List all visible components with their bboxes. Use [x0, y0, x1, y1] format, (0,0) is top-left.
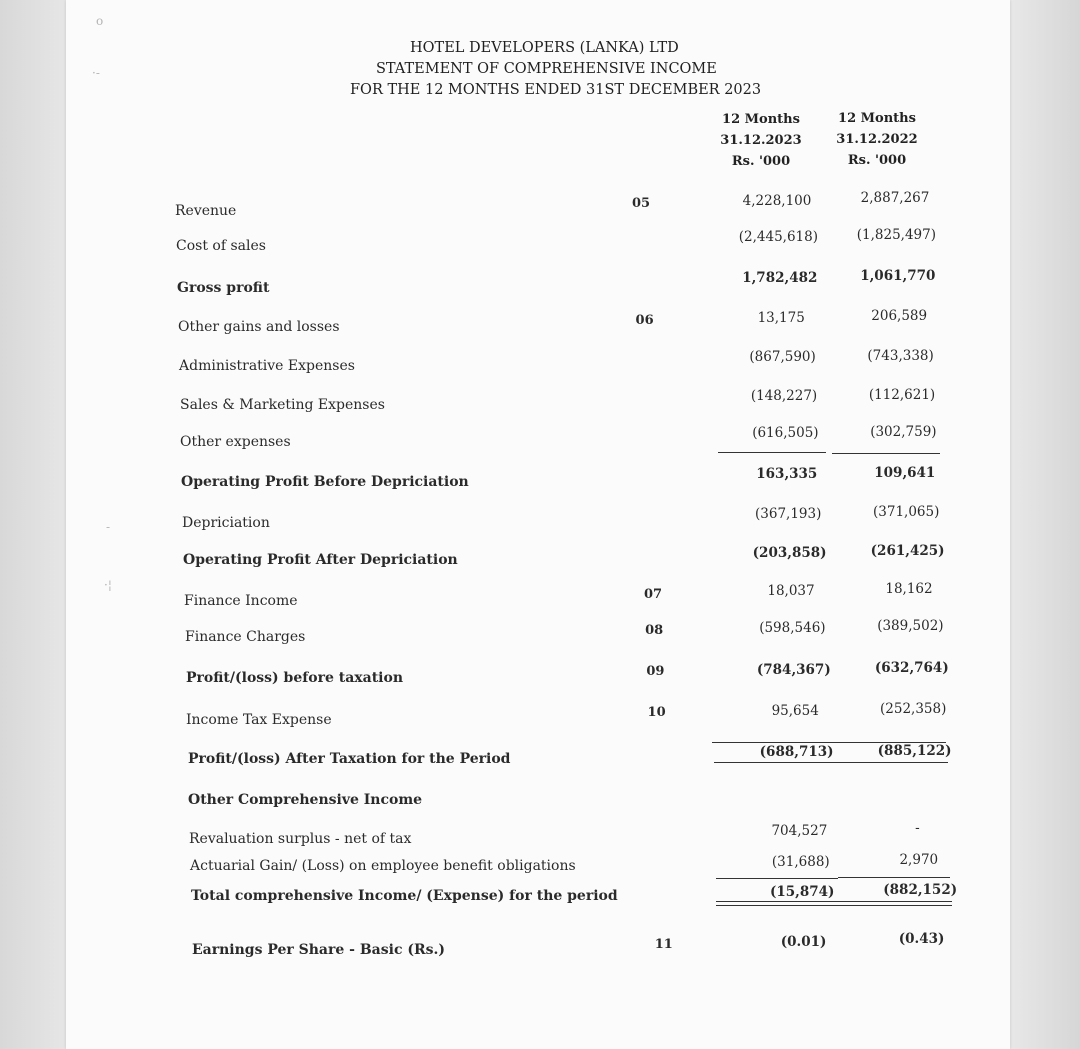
column-header-2023-line1: 12 Months	[722, 112, 800, 127]
note-number: 10	[647, 705, 666, 720]
value-2022: (112,621)	[868, 387, 936, 403]
row-label: Earnings Per Share - Basic (Rs.)	[192, 942, 445, 958]
value-2023: (598,546)	[759, 620, 826, 636]
value-2022: (1,825,497)	[856, 227, 937, 243]
value-2022: (743,338)	[867, 348, 934, 364]
profit-bottom-rule-2023	[714, 762, 834, 763]
value-2022: (252,358)	[880, 701, 947, 717]
scan-speck: o	[96, 14, 104, 28]
profit-top-rule-2022	[832, 742, 946, 743]
note-number: 11	[654, 937, 673, 952]
value-2022: (632,764)	[874, 660, 949, 676]
value-2022: (302,759)	[870, 424, 937, 440]
row-label: Finance Income	[184, 593, 298, 609]
column-header-2023-line3: Rs. '000	[731, 154, 791, 169]
value-2023: (148,227)	[750, 388, 818, 404]
value-2022: (389,502)	[877, 618, 944, 634]
value-2022: (261,425)	[870, 543, 945, 559]
value-2023: (0.01)	[780, 934, 827, 950]
company-name: HOTEL DEVELOPERS (LANKA) LTD	[410, 40, 679, 56]
row-label: Other Comprehensive Income	[188, 792, 423, 808]
statement-period: FOR THE 12 MONTHS ENDED 31ST DECEMBER 2023	[350, 82, 762, 98]
value-2023: (616,505)	[752, 425, 819, 441]
value-2023: (15,874)	[769, 884, 835, 900]
row-label: Finance Charges	[185, 629, 306, 645]
statement-title: STATEMENT OF COMPREHENSIVE INCOME	[376, 61, 717, 77]
row-label: Depriciation	[182, 515, 270, 531]
row-label: Other gains and losses	[178, 319, 340, 335]
value-2022: 2,970	[899, 852, 939, 868]
note-number: 05	[631, 196, 651, 211]
value-2023: (867,590)	[749, 349, 816, 365]
value-2022: 18,162	[885, 581, 933, 597]
value-2022: -	[915, 820, 920, 836]
column-header-2022-line1: 12 Months	[838, 111, 916, 126]
scan-speck: ·¦	[104, 578, 112, 592]
left-margin	[0, 0, 66, 1049]
value-2022: (885,122)	[877, 743, 952, 759]
column-header-2022-line3: Rs. '000	[847, 153, 907, 168]
value-2023: 95,654	[771, 703, 819, 719]
row-label: Gross profit	[177, 280, 270, 296]
value-2023: 13,175	[757, 310, 805, 326]
value-2023: (367,193)	[755, 506, 822, 522]
row-label: Administrative Expenses	[179, 358, 355, 374]
row-label: Cost of sales	[176, 238, 266, 254]
column-header-2022	[832, 108, 922, 171]
value-2022: (882,152)	[883, 882, 958, 898]
value-2022: 109,641	[874, 465, 936, 481]
row-label: Revaluation surplus - net of tax	[189, 831, 412, 847]
value-2023: 704,527	[771, 823, 828, 839]
total-top-rule-2022	[838, 877, 950, 878]
row-label: Total comprehensive Income/ (Expense) for the period	[191, 888, 618, 904]
note-number: 06	[635, 313, 654, 328]
row-label: Revenue	[175, 203, 237, 219]
subtotal-rule-2023	[718, 452, 826, 453]
note-number: 08	[645, 623, 664, 638]
row-label: Income Tax Expense	[186, 712, 332, 728]
row-label: Operating Profit Before Depriciation	[181, 474, 469, 490]
scan-speck: ·-	[92, 66, 100, 80]
value-2022: 206,589	[871, 308, 928, 324]
value-2022: (371,065)	[873, 504, 940, 520]
column-header-2023-line2: 31.12.2023	[720, 133, 802, 148]
value-2022: 1,061,770	[860, 268, 936, 284]
row-label: Other expenses	[180, 434, 291, 450]
value-2023: (31,688)	[771, 854, 830, 870]
value-2023: 18,037	[767, 583, 815, 599]
total-top-rule-2023	[716, 878, 838, 879]
total-double-rule	[716, 901, 952, 906]
value-2023: 4,228,100	[742, 193, 812, 209]
value-2023: 163,335	[756, 466, 818, 482]
subtotal-rule-2022	[832, 453, 940, 454]
row-label: Operating Profit After Depriciation	[183, 552, 458, 568]
row-label: Profit/(loss) After Taxation for the Period	[188, 751, 511, 767]
right-margin	[1010, 0, 1080, 1049]
value-2023: (203,858)	[752, 545, 827, 561]
value-2023: (784,367)	[756, 662, 831, 678]
scan-speck: -	[106, 520, 111, 534]
value-2023: 1,782,482	[742, 270, 818, 286]
value-2022: 2,887,267	[860, 190, 930, 206]
profit-bottom-rule-2022	[834, 762, 948, 763]
value-2023: (2,445,618)	[738, 229, 819, 245]
value-2023: (688,713)	[759, 744, 834, 760]
column-header-2022-line2: 31.12.2022	[836, 132, 918, 147]
column-header-2023	[716, 109, 806, 172]
value-2022: (0.43)	[898, 931, 945, 947]
row-label: Sales & Marketing Expenses	[180, 397, 385, 413]
row-label: Actuarial Gain/ (Loss) on employee benefit obligations	[190, 858, 576, 874]
note-number: 07	[643, 587, 663, 602]
note-number: 09	[646, 664, 665, 679]
row-label: Profit/(loss) before taxation	[186, 670, 404, 686]
profit-top-rule-2023	[712, 742, 834, 743]
